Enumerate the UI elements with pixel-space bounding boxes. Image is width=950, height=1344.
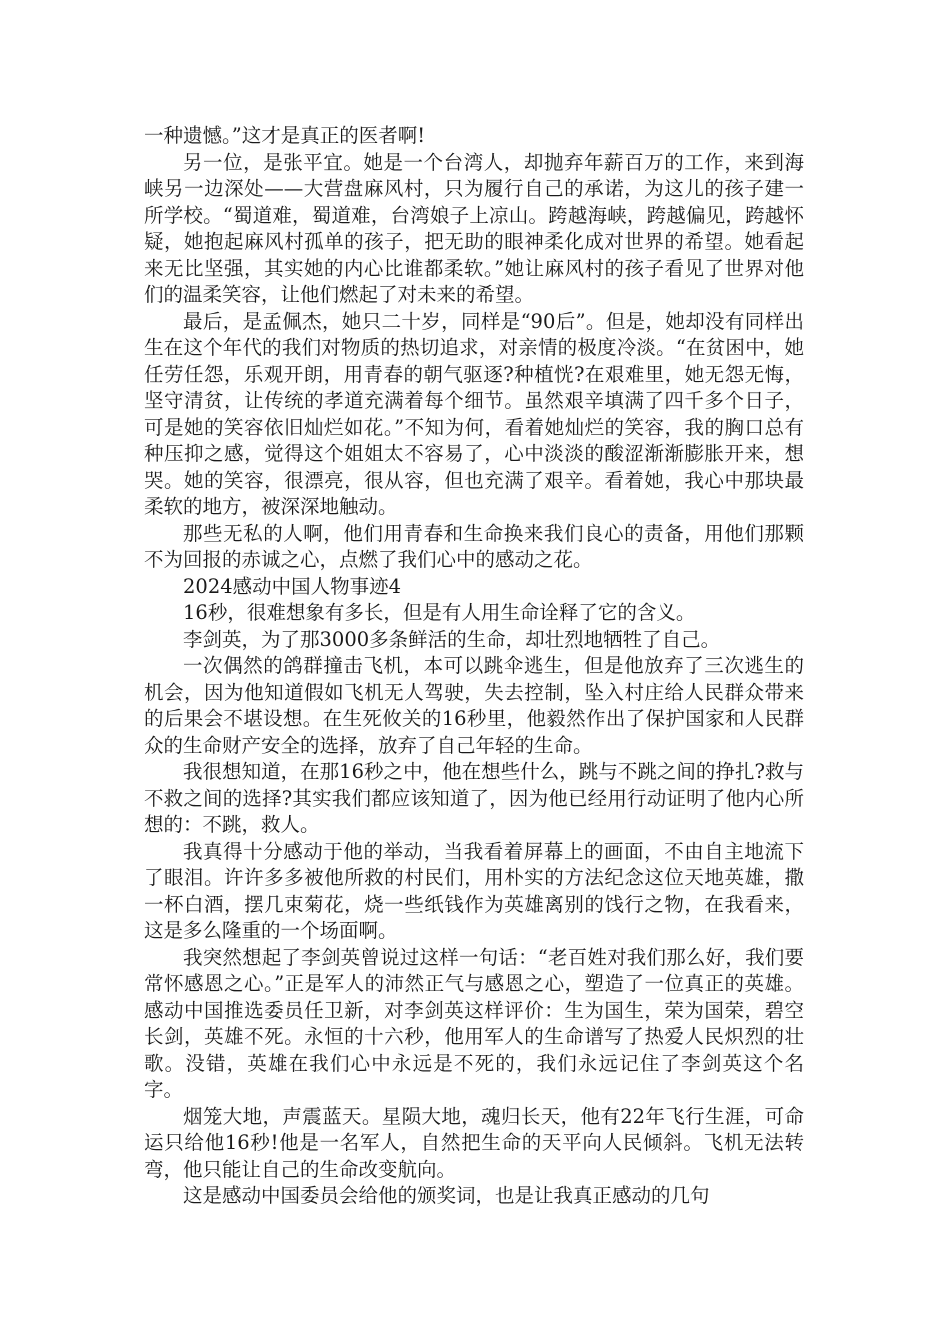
paragraph: 这是感动中国委员会给他的颁奖词，也是让我真正感动的几句 — [183, 1184, 710, 1207]
paragraph: 我很想知道，在那16秒之中，他在想些什么，跳与不跳之间的挣扎?救与不救之间的选择?其实我们都应该知道了，因为他已经用行动证明了他内心所想的：不跳，救人。 — [144, 760, 804, 836]
paragraph: 一种遗憾。”这才是真正的医者啊! — [144, 124, 426, 147]
paragraph: 烟笼大地，声震蓝天。星陨大地，魂归长天，他有22年飞行生涯，可命运只给他16秒!他是一名军人，自然把生命的天平向人民倾斜。飞机无法转弯，他只能让自己的生命改变航向。 — [144, 1104, 804, 1181]
paragraph: 另一位，是张平宜。她是一个台湾人，却抛弃年薪百万的工作，来到海峡另一边深处——大营盘麻风村，只为履行自己的承诺，为这儿的孩子建一所学校。“蜀道难，蜀道难，台湾娘子上凉山。跨越海峡，跨越偏见，跨越怀疑，她抱起麻风村孤单的孩子，把无助的眼神柔化成对世界的希望。她看起来无比坚强，其实她的内心比谁都柔软。”她让麻风村的孩子看见了世界对他们的温柔笑容，让他们燃起了对未来的希望。 — [144, 150, 804, 306]
paragraph: 我突然想起了李剑英曾说过这样一句话：“老百姓对我们那么好，我们要常怀感恩之心。”正是军人的沛然正气与感恩之心，塑造了一位真正的英雄。感动中国推选委员任卫新，对李剑英这样评价：生为国生，荣为国荣，碧空长剑，英雄不死。永恒的十六秒，他用军人的生命谱写了热爱人民炽烈的壮歌。没错，英雄在我们心中永远是不死的，我们永远记住了李剑英这个名字。 — [144, 945, 804, 1101]
document-body — [144, 123, 804, 1210]
paragraph: 一次偶然的鸽群撞击飞机，本可以跳伞逃生，但是他放弃了三次逃生的机会，因为他知道假如飞机无人驾驶，失去控制，坠入村庄给人民群众带来的后果会不堪设想。在生死攸关的16秒里，他毅然作出了保护国家和人民群众的生命财产安全的选择，放弃了自己年轻的生命。 — [144, 654, 804, 757]
paragraph: 李剑英，为了那3000多条鲜活的生命，却壮烈地牺牲了自己。 — [183, 627, 721, 651]
paragraph: 最后，是孟佩杰，她只二十岁，同样是“90后”。但是，她却没有同样出生在这个年代的我们对物质的热切追求，对亲情的极度冷淡。“在贫困中，她任劳任怨，乐观开朗，用青春的朝气驱逐?种植恍?在艰难里，她无怨无悔，坚守清贫，让传统的孝道充满着每个细节。虽然艰辛填满了四千多个日子，可是她的笑容依旧灿烂如花。”不知为何，看着她灿烂的笑容，我的胸口总有种压抑之感，觉得这个姐姐太不容易了，心中淡淡的酸涩渐渐膨胀开来，想哭。她的笑容，很漂亮，很从容，但也充满了艰辛。看着她，我心中那块最柔软的地方，被深深地触动。 — [144, 309, 804, 518]
section-heading: 2024感动中国人物事迹4 — [183, 574, 402, 598]
paragraph: 那些无私的人啊，他们用青春和生命换来我们良心的责备，用他们那颗不为回报的赤诚之心，点燃了我们心中的感动之花。 — [144, 521, 804, 571]
paragraph: 我真得十分感动于他的举动，当我看着屏幕上的画面，不由自主地流下了眼泪。许许多多被他所救的村民们，用朴实的方法纪念这位天地英雄，撒一杯白酒，摆几束菊花，烧一些纸钱作为英雄离别的饯行之物，在我看来，这是多么隆重的一个场面啊。 — [144, 839, 804, 942]
paragraph: 16秒，很难想象有多长，但是有人用生命诠释了它的含义。 — [183, 601, 696, 624]
